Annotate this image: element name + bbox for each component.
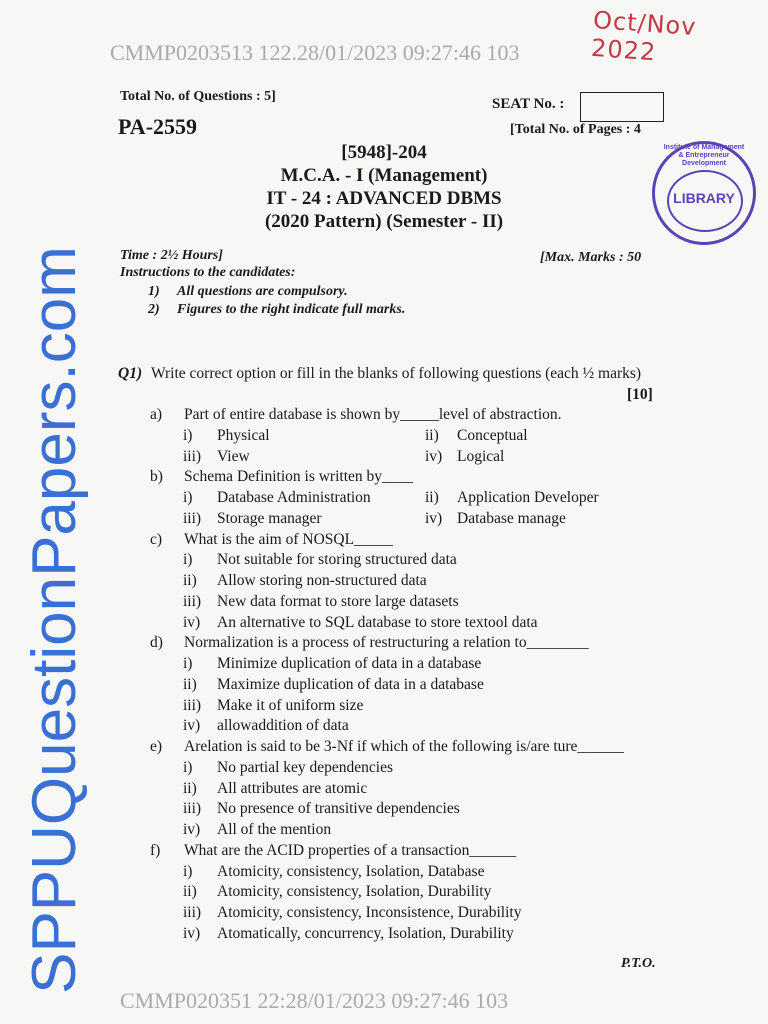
subject-title: IT - 24 : ADVANCED DBMS [266, 188, 502, 209]
library-stamp [652, 141, 756, 245]
option-numeral: iv) [183, 821, 201, 838]
option-numeral: i) [183, 426, 193, 444]
option-numeral: ii) [183, 572, 197, 589]
option-text: Database Administration [217, 489, 371, 506]
instruction-text: All questions are compulsory. [177, 284, 348, 299]
option-text: Physical [217, 426, 270, 444]
item-letter: b) [150, 468, 163, 486]
option-numeral: ii) [183, 675, 197, 693]
option-numeral: iii) [183, 592, 202, 610]
seat-no-label: SEAT No. : [492, 96, 565, 112]
max-marks: [Max. Marks : 50 [540, 250, 642, 265]
option-text: Storage manager [217, 509, 322, 527]
option-numeral: iii) [183, 447, 202, 465]
option-numeral: iv) [183, 924, 201, 942]
option-text: All of the mention [217, 821, 332, 838]
item-letter: d) [150, 634, 163, 652]
question-marks: [10] [627, 386, 653, 403]
item-letter: c) [150, 530, 163, 548]
item-text: What are the ACID properties of a transaction______ [184, 841, 516, 859]
option-numeral: iv) [183, 613, 201, 631]
option-numeral: iii) [183, 696, 202, 714]
option-numeral: iv) [183, 717, 201, 735]
option-numeral: iii) [183, 509, 202, 527]
option-text: allowaddition of data [217, 717, 349, 735]
option-text: View [217, 447, 250, 465]
paper-code: PA-2559 [118, 114, 198, 139]
option-text: Application Developer [457, 489, 599, 506]
option-text: Atomicity, consistency, Isolation, Durability [217, 883, 492, 901]
option-numeral: ii) [183, 779, 197, 797]
item-letter: a) [150, 406, 163, 423]
stamp-ring-text: Institute of Management & Entrepreneur Development [663, 144, 745, 167]
option-numeral: iv) [425, 447, 443, 465]
item-text: Normalization is a process of restructuring a relation to________ [184, 634, 589, 652]
option-numeral: ii) [183, 883, 197, 901]
option-numeral: iii) [183, 904, 202, 921]
option-text: No presence of transitive dependencies [217, 800, 460, 818]
option-text: Database manage [457, 509, 566, 527]
seat-no-box[interactable] [580, 92, 664, 122]
option-numeral: i) [183, 489, 193, 506]
question-text: Write correct option or fill in the blanks of following questions (each ½ marks) [151, 365, 642, 382]
time-label: Time : 2½ Hours] [120, 248, 223, 263]
option-text: Allow storing non-structured data [217, 572, 427, 589]
option-text: Make it of uniform size [217, 696, 364, 714]
item-text: Part of entire database is shown by_____level of abstraction. [184, 406, 562, 423]
option-text: An alternative to SQL database to store textool data [217, 613, 538, 631]
item-text: Arelation is said to be 3-Nf if which of the following is/are ture______ [184, 738, 624, 755]
item-text: Schema Definition is written by____ [184, 468, 414, 486]
option-text: Not suitable for storing structured data [217, 551, 457, 569]
watermark-code: CMMP0203513 122.28/01/2023 09:27:46 103 [110, 40, 520, 65]
total-pages: [Total No. of Pages : 4 [510, 122, 641, 137]
instructions-title: Instructions to the candidates: [120, 265, 296, 280]
option-text: Atomatically, concurrency, Isolation, Durability [217, 924, 514, 942]
pattern-title: (2020 Pattern) (Semester - II) [264, 211, 504, 232]
instruction-num: 1) [148, 284, 160, 299]
option-numeral: ii) [425, 489, 439, 506]
option-numeral: i) [183, 551, 193, 569]
option-text: Logical [457, 447, 505, 465]
course-title: M.C.A. - I (Management) [280, 165, 488, 186]
option-text: Atomicity, consistency, Inconsistence, Durability [217, 904, 522, 921]
stamp-center-text: LIBRARY [673, 190, 735, 206]
watermark-site: SPPUQuestionPapers.com [20, 246, 89, 994]
instruction-num: 2) [148, 302, 160, 317]
option-text: Conceptual [457, 426, 528, 444]
option-text: New data format to store large datasets [217, 592, 459, 610]
option-numeral: iv) [425, 509, 443, 527]
option-text: All attributes are atomic [217, 779, 368, 797]
item-letter: e) [150, 738, 163, 755]
question-number: Q1) [118, 365, 143, 382]
option-numeral: i) [183, 758, 193, 776]
item-text: What is the aim of NOSQL_____ [184, 530, 393, 548]
option-numeral: i) [183, 655, 193, 672]
instruction-text: Figures to the right indicate full marks. [177, 302, 406, 317]
option-text: Maximize duplication of data in a database [217, 675, 484, 693]
item-letter: f) [150, 841, 161, 859]
total-questions: Total No. of Questions : 5] [120, 89, 276, 104]
handwritten-date-note: Oct/Nov 2022 [590, 5, 698, 67]
option-text: No partial key dependencies [217, 758, 394, 776]
exam-code: [5948]-204 [341, 142, 427, 163]
option-numeral: i) [183, 862, 193, 880]
option-numeral: iii) [183, 800, 202, 818]
option-text: Atomicity, consistency, Isolation, Database [217, 862, 485, 880]
option-numeral: ii) [425, 426, 439, 444]
pto-label: P.T.O. [621, 956, 656, 971]
option-text: Minimize duplication of data in a database [217, 655, 482, 672]
watermark-code: CMMP020351 22:28/01/2023 09:27:46 103 [120, 988, 509, 1013]
